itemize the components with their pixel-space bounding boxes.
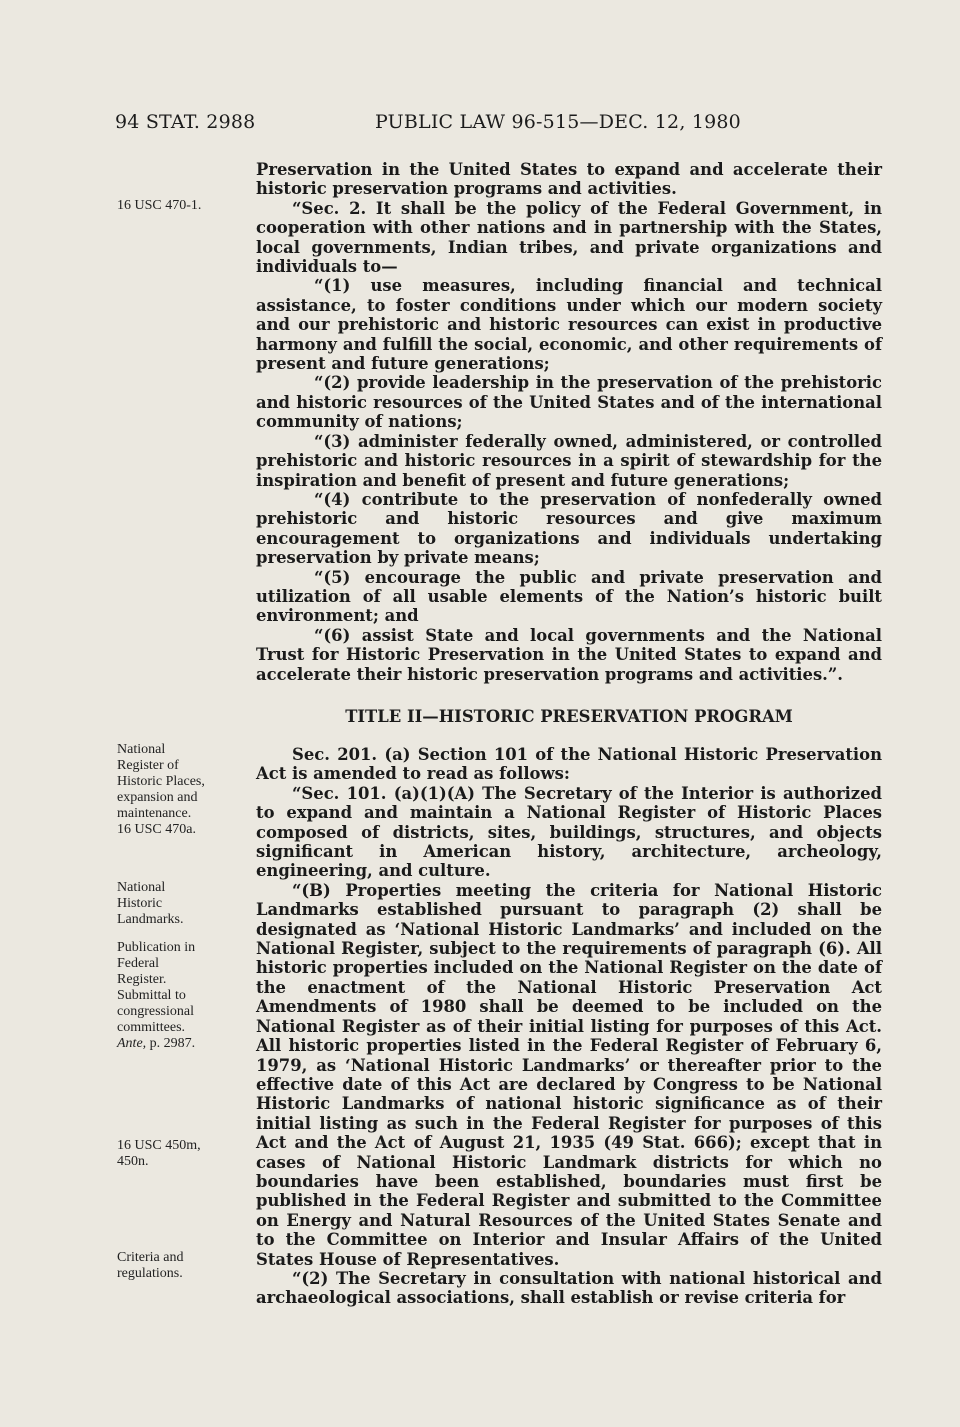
stat-page-number: 94 STAT. 2988: [115, 111, 256, 133]
margin-note-publication: [117, 940, 242, 1052]
margin-ante-page: p. 2987.: [146, 1036, 196, 1051]
margin-line: Register.: [117, 972, 167, 987]
body-text-lower: [256, 745, 882, 1308]
section-101-paragraph: “Sec. 101. (a)(1)(A) The Secretary of the Interior is authorized to expand and maintain a National Register of Historic Places composed of districts, sites, buildings, structures, and objects significant in American history, architecture, archeology, engineering, and culture.: [256, 783, 882, 881]
margin-line: Federal: [117, 956, 159, 971]
margin-note-usc-470-1: 16 USC 470-1.: [117, 198, 202, 213]
paragraph-b: “(B) Properties meeting the criteria for National Historic Landmarks established pursuant to paragraph (2) shall be designated as ‘National Historic Landmarks’ and included on the National Register, subject to the requirements of paragraph (6). All historic properties included on the National Register on the date of the enactment of the National Historic Preservation Act Amendments of 1980 shall be deemed to be included on the National Register as of their initial listing for purposes of this Act. All historic properties listed in the Federal Register of February 6, 1979, as ‘National Historic Landmarks’ or thereafter prior to the effective date of this Act are declared by Congress to be National Historic Landmarks of national historic significance as of their initial listing as such in the Federal Register for purposes of this Act and the Act of August 21, 1935 (49 Stat. 666); except that in cases of National Historic Landmark districts for which no boundaries have been established, boundaries must first be published in the Federal Register and submitted to the Committee on Energy and Natural Resources of the United States Senate and to the Committee on Interior and Insular Affairs of the United States House of Representatives.: [256, 880, 882, 1269]
margin-ante-line: [117, 1036, 242, 1052]
margin-line: regulations.: [117, 1266, 183, 1281]
margin-line: 16 USC 470a.: [117, 822, 196, 837]
title-ii-heading: TITLE II—HISTORIC PRESERVATION PROGRAM: [345, 707, 793, 726]
margin-line: expansion and: [117, 790, 198, 805]
margin-line: Publication in: [117, 940, 196, 955]
margin-line: committees.: [117, 1020, 186, 1035]
margin-line: National: [117, 880, 166, 895]
policy-item-2: “(2) provide leadership in the preservation of the prehistoric and historic resources of the United States and of the international community of nations;: [256, 373, 882, 432]
policy-item-1: “(1) use measures, including financial and technical assistance, to foster conditions under which our modern society and our prehistoric and historic resources can exist in productive harmony and fulfill the social, economic, and other requirements of present and future generations;: [256, 276, 882, 374]
margin-line: Register of: [117, 758, 179, 773]
paragraph-2: “(2) The Secretary in consultation with national historical and archaeological associations, shall establish or revise criteria for: [256, 1268, 882, 1308]
margin-line: Criteria and: [117, 1250, 184, 1265]
margin-note-national-register: [117, 742, 242, 838]
policy-item-4: “(4) contribute to the preservation of nonfederally owned prehistoric and historic resources and give maximum encouragement to organizations and individuals undertaking preservation by private means;: [256, 489, 882, 568]
margin-ante: Ante,: [117, 1036, 147, 1051]
section-201-paragraph: Sec. 201. (a) Section 101 of the National Historic Preservation Act is amended to read as follows:: [256, 745, 882, 784]
margin-line: Submittal to: [117, 988, 186, 1003]
policy-item-6: “(6) assist State and local governments and the National Trust for Historic Preservation in the United States to expand and accelerate their historic preservation programs and activities.”.: [256, 625, 882, 684]
policy-item-5: “(5) encourage the public and private preservation and utilization of all usable elements of the Nation’s historic built environment; and: [256, 567, 882, 626]
margin-line: congressional: [117, 1004, 194, 1019]
section-2-paragraph: “Sec. 2. It shall be the policy of the Federal Government, in cooperation with other nations and in partnership with the States, local governments, Indian tribes, and private organizations and individuals to—: [256, 198, 882, 277]
public-law-title: PUBLIC LAW 96-515—DEC. 12, 1980: [375, 111, 741, 133]
margin-note-national-historic-landmarks: [117, 880, 242, 928]
margin-line: 450n.: [117, 1154, 149, 1169]
policy-item-3: “(3) administer federally owned, administered, or controlled prehistoric and historic resources in a spirit of stewardship for the inspiration and benefit of present and future generations;: [256, 431, 882, 490]
margin-note-usc-450m: [117, 1138, 242, 1170]
body-text-upper: [256, 160, 882, 684]
margin-line: National: [117, 742, 166, 757]
margin-note-criteria: [117, 1250, 242, 1282]
margin-line: Landmarks.: [117, 912, 184, 927]
margin-line: 16 USC 450m,: [117, 1138, 201, 1153]
margin-line: Historic Places,: [117, 774, 205, 789]
margin-line: maintenance.: [117, 806, 192, 821]
intro-paragraph: Preservation in the United States to expand and accelerate their historic preservation programs and activities.: [256, 160, 882, 199]
margin-line: Historic: [117, 896, 163, 911]
